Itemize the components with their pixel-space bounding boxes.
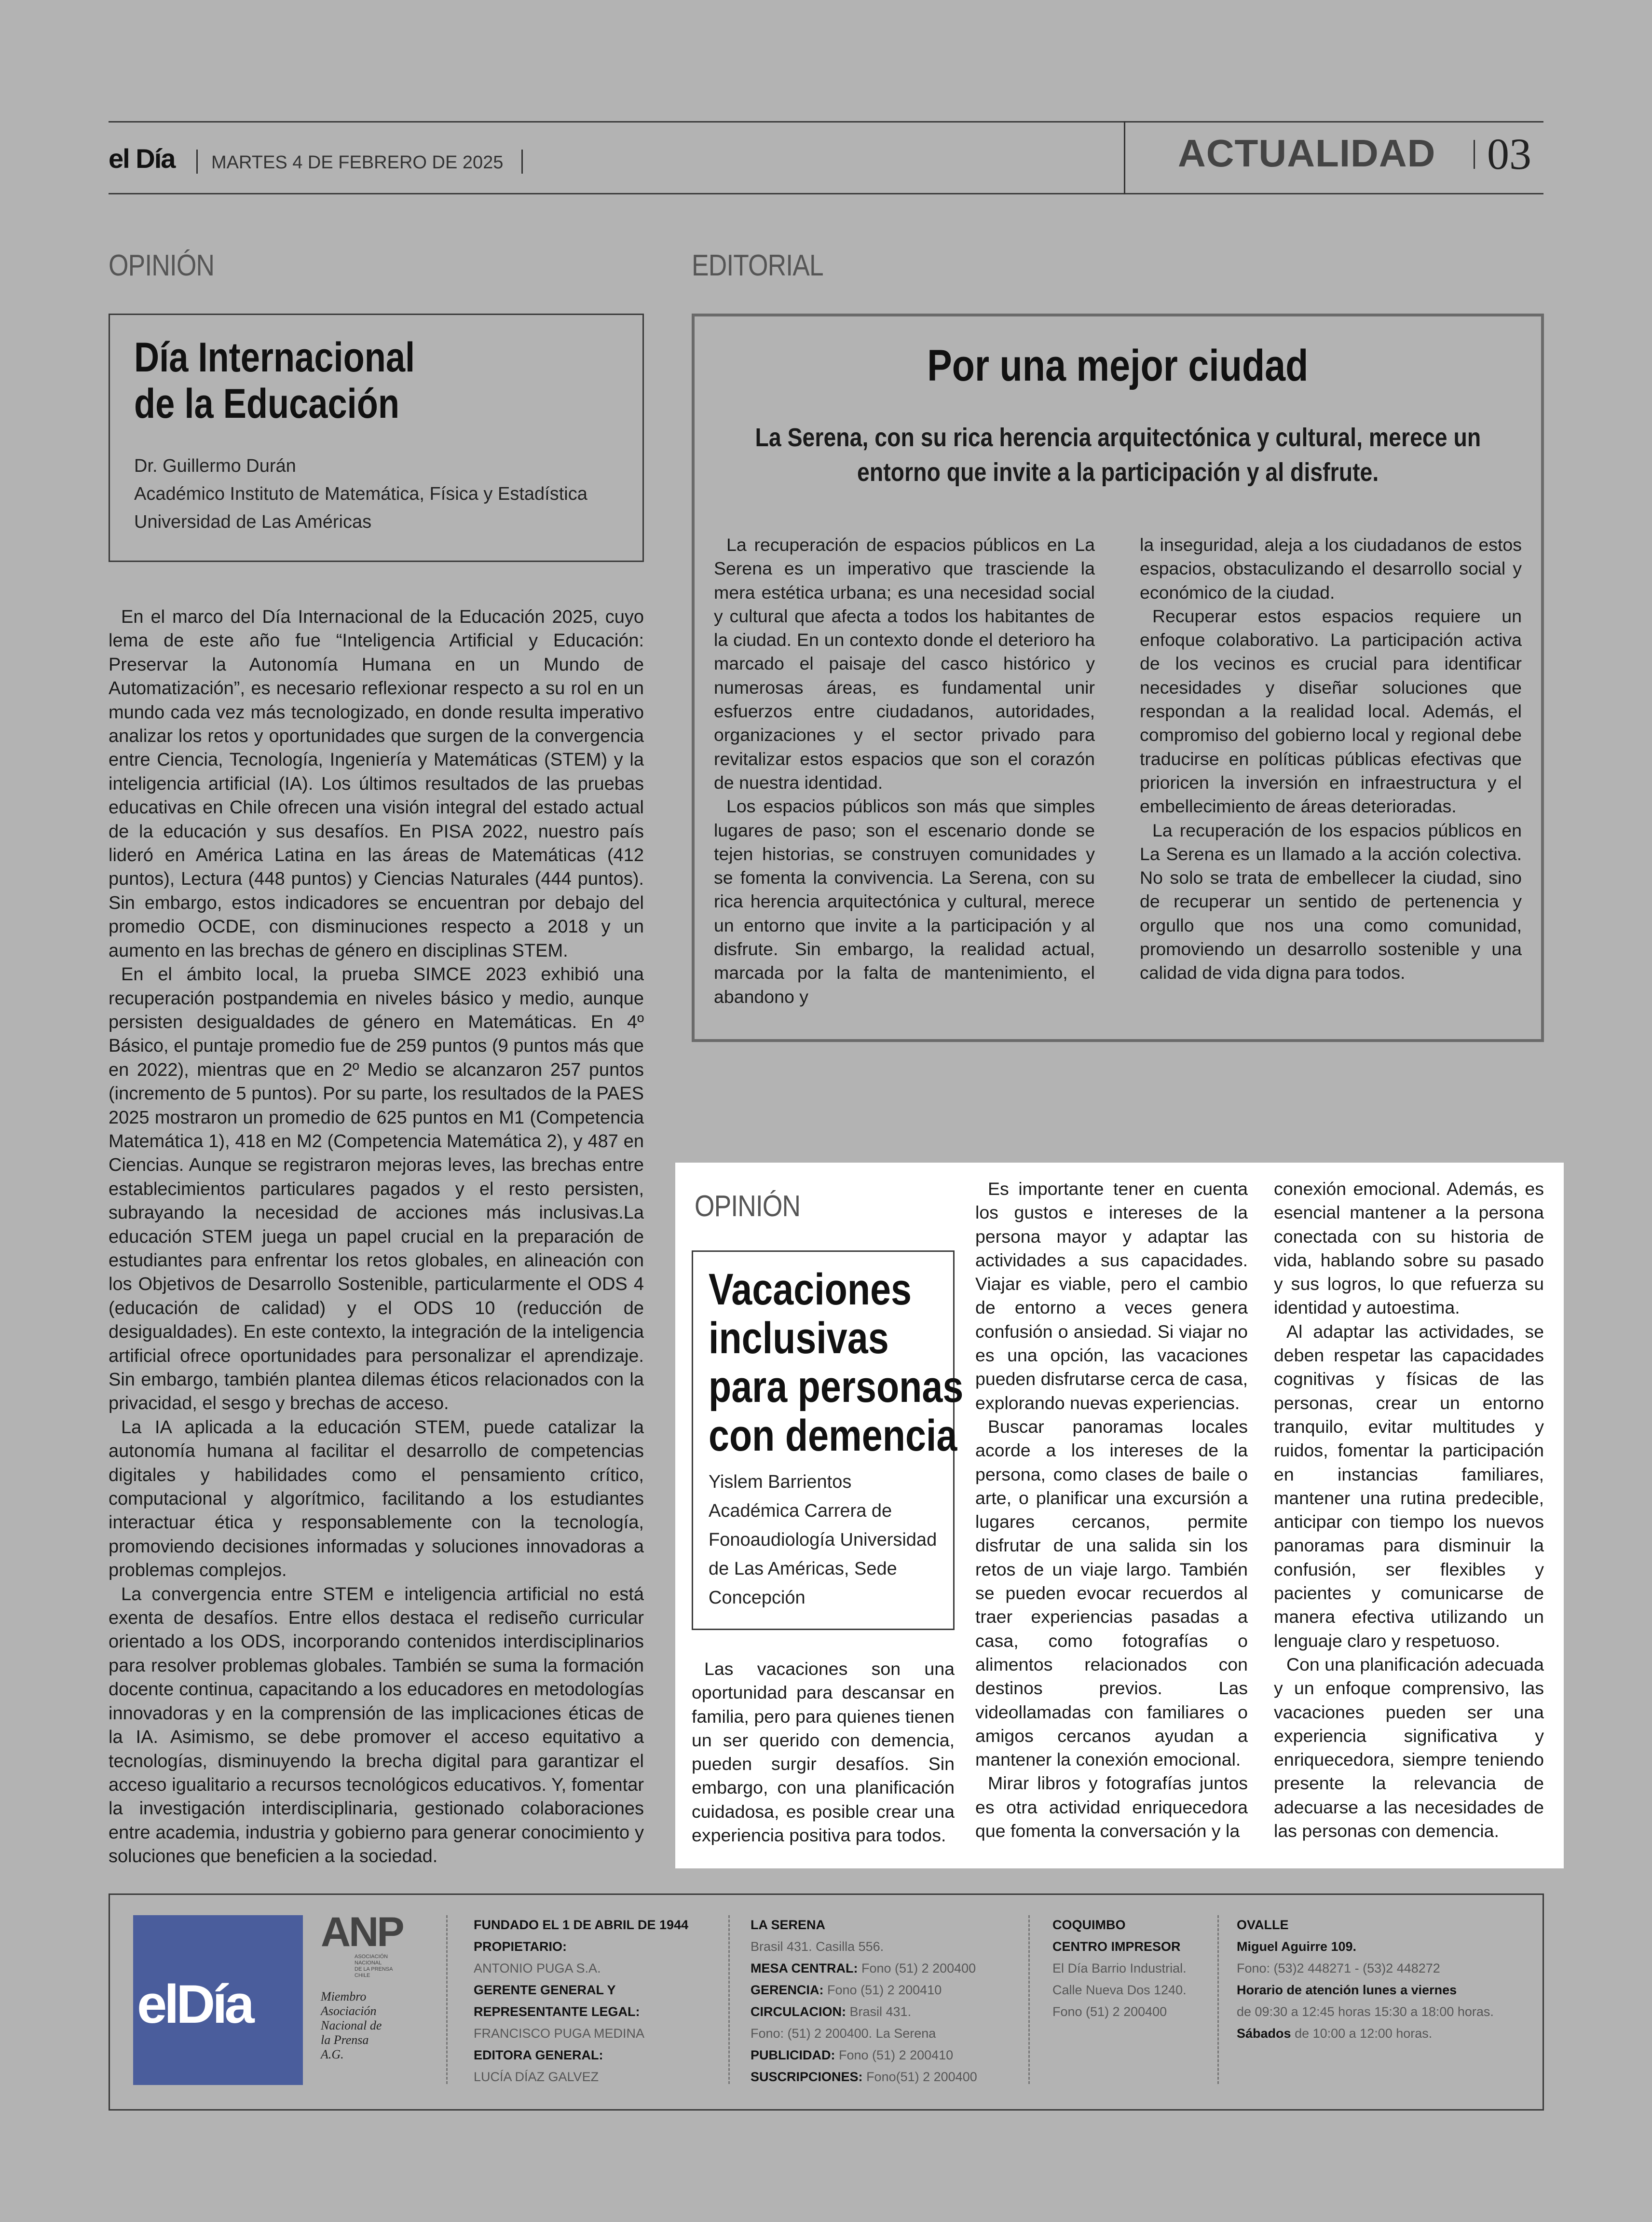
paragraph: La IA aplicada a la educación STEM, puede catalizar la autonomía humana al facilitar el desarrollo de competencias digitales y habilidades como el pensamiento crítico, computacional y algorítmico, facilitando a los estudiantes interactuar ética y responsablemente con la tecnología, promoviendo decisiones informadas y soluciones innovadoras a problemas complejos. xyxy=(109,1417,644,1581)
opinion-title: Día Internacional de la Educación xyxy=(134,334,415,427)
paragraph: Las vacaciones son una oportunidad para descansar en familia, pero para quienes tienen un ser querido con demencia, pueden surgir desafíos. Sin embargo, con una planificación cuidadosa, es posible crear una experiencia positiva para todos. xyxy=(692,1659,955,1846)
opinion-author: Dr. Guillermo Durán Académico Instituto de Matemática, Física y Estadística Universidad de Las Américas xyxy=(134,456,587,532)
paragraph: Buscar panoramas locales acorde a los intereses de la persona, como clases de baile o arte, o planificar una excursión a lugares cercanos, permite disfrutar de una salida sin los retos de un viaje largo. También se pueden evocar recuerdos al traer experiencias pasadas a casa, como fotografías o alimentos relacionados con destinos previos. Las videollamadas con familiares o amigos cercanos ayudan a mantener la conexión emocional. xyxy=(975,1416,1248,1770)
opinion2-title-box xyxy=(692,1250,964,1630)
footer-divider xyxy=(1028,1915,1030,2084)
footer-ovalle: OVALLE Miguel Aguirre 109. Fono: (53)2 448271 - (53)2 448272 Horario de atención lunes a viernes de 09:30 a 12:45 horas 15:30 a 18:00 horas. Sábados de 10:00 a 12:00 horas. xyxy=(1237,1918,1494,2041)
paragraph-continuation: conexión emocional. Además, es esencial mantener a la persona conectada con su historia de vida, hablando sobre su pasado y sus logros, lo que refuerza su identidad y autoestima. xyxy=(1274,1179,1544,1318)
opinion2-column-3 xyxy=(1274,1177,1544,1843)
paragraph: Recuperar estos espacios requiere un enfoque colaborativo. La participación activa de los vecinos es crucial para identificar necesidades y diseñar soluciones que respondan a la realidad local. Además, el compromiso del gobierno local y regional debe traducirse en políticas públicas efectivas que prioricen la inversión en infraestructura y el embellecimiento de áreas deterioradas. xyxy=(1140,605,1522,817)
header-top-rule xyxy=(109,121,1543,123)
paragraph: Mirar libros y fotografías juntos es otra actividad enriquecedora que fomenta la conversación y la xyxy=(975,1773,1248,1841)
opinion2-author: Yislem Barrientos Académica Carrera de Fonoaudiología Universidad de Las Américas, Sede Concepción xyxy=(709,1472,937,1608)
editorial-title: Por una mejor ciudad xyxy=(927,341,1309,390)
paragraph: En el marco del Día Internacional de la Educación 2025, cuyo lema de este año fue “Inteligencia Artificial y Educación: Preservar la Autonomía Humana en un Mundo de Automatización”, es necesario reflexionar respecto a su rol en un mundo cada vez más tecnologizado, en donde resulta imperativo analizar los retos y oportunidades que surgen de la convergencia entre Ciencia, Tecnología, Ingeniería y Matemáticas (STEM) y la inteligencia artificial (IA). Los últimos resultados de las pruebas educativas en Chile ofrecen una visión integral del estado actual de la educación y sus desafíos. En PISA 2022, nuestro país lideró en América Latina en las áreas de Matemáticas (412 puntos), Lectura (448 puntos) y Ciencias Naturales (444 puntos). Sin embargo, estos indicadores se encuentran por debajo del promedio OCDE, con disminuciones respecto a 2018 y un aumento en las brechas de género en disciplinas STEM. xyxy=(109,607,644,961)
opinion-kicker: OPINIÓN xyxy=(109,249,215,282)
opinion2-column-2 xyxy=(975,1177,1248,1843)
paragraph: La recuperación de espacios públicos en La Serena es un imperativo que trasciende la mera estética urbana; es una necesidad social y cultural que afecta a todos los habitantes de la ciudad. En un contexto donde el deterioro ha marcado el paisaje del casco histórico y numerosas áreas, es fundamental unir esfuerzos entre ciudadanos, autoridades, organizaciones y el sector privado para revitalizar estos espacios que son el corazón de nuestra identidad. xyxy=(714,535,1095,793)
footer-la-serena: LA SERENA Brasil 431. Casilla 556. MESA CENTRAL: Fono (51) 2 200400 GERENCIA: Fono (51) 2 200410 CIRCULACION: Brasil 431. Fono: (51) 2 200400. La Serena PUBLICIDAD: Fono (51) 2 200410 SUSCRIPCIONES: Fono(51) 2 200400 xyxy=(751,1918,977,2084)
header-divider xyxy=(1474,140,1475,169)
opinion2-column-1 xyxy=(692,1657,955,1847)
editorial-column-2 xyxy=(1140,533,1522,985)
header-bottom-rule xyxy=(109,193,1543,194)
opinion2-kicker: OPINIÓN xyxy=(695,1190,801,1223)
anp-logo: ANP ASOCIACIÓN NACIONAL DE LA PRENSA CHILE Miembro Asociación Nacional de la Prensa A.G. xyxy=(321,1909,403,2061)
header-divider xyxy=(196,150,198,174)
paragraph: Es importante tener en cuenta los gustos e intereses de la persona mayor y adaptar las actividades a sus capacidades. Viajar es viable, pero el cambio de entorno a veces genera confusión o ansiedad. Si viajar no es una opción, las vacaciones pueden disfrutarse cerca de casa, explorando nuevas experiencias. xyxy=(975,1179,1248,1413)
footer-divider xyxy=(1217,1915,1219,2084)
footer-divider xyxy=(728,1915,730,2084)
paragraph: Los espacios públicos son más que simples lugares de paso; son el escenario donde se tejen historias, se construyen comunidades y se fomenta la convivencia. La Serena, con su rica herencia arquitectónica y cultural, merece un entorno que invite a la participación y al disfrute. Sin embargo, la realidad actual, marcada por la falta de mantenimiento, el abandono y xyxy=(714,796,1095,1007)
paragraph: Con una planificación adecuada y un enfoque comprensivo, las vacaciones pueden ser una experiencia significativa y enriquecedora, siempre teniendo presente la relevancia de adecuarse a las necesidades de las personas con demencia. xyxy=(1274,1654,1544,1841)
footer-coquimbo: COQUIMBO CENTRO IMPRESOR El Día Barrio Industrial. Calle Nueva Dos 1240. Fono (51) 2 200400 xyxy=(1052,1918,1187,2019)
opinion-body xyxy=(109,605,644,1869)
header-divider xyxy=(1124,121,1125,194)
paragraph-continuation: la inseguridad, aleja a los ciudadanos de estos espacios, obstaculizando el desarrollo social y económico de la ciudad. xyxy=(1140,535,1522,603)
editorial-subtitle: La Serena, con su rica herencia arquitectónica y cultural, merece un entorno que invite a la participación y al disfrute. xyxy=(755,423,1481,487)
section-title: ACTUALIDAD xyxy=(1178,132,1436,175)
header-divider xyxy=(521,150,523,174)
paragraph: Al adaptar las actividades, se deben respetar las capacidades cognitivas y físicas de las personas, crear un entorno tranquilo, evitar multitudes y ruidos, fomentar la participación en instancias familiares, mantener una rutina predecible, anticipar con tiempo los nuevos panoramas para disminuir la confusión, ser flexibles y pacientes y comunicarse de manera efectiva utilizando un lenguaje claro y respetuoso. xyxy=(1274,1321,1544,1651)
footer-divider xyxy=(446,1915,448,2084)
issue-date: MARTES 4 DE FEBRERO DE 2025 xyxy=(211,152,504,173)
page-number: 03 xyxy=(1487,129,1531,178)
paragraph: La recuperación de los espacios públicos en La Serena es un llamado a la acción colectiva. No solo se trata de embellecer la ciudad, sino de recuperar un sentido de pertenencia y orgullo que nos una como comunidad, promoviendo un desarrollo sostenible y una calidad de vida digna para todos. xyxy=(1140,820,1522,983)
opinion-title-box xyxy=(109,314,644,562)
eldia-logo: elDía xyxy=(133,1915,303,2085)
paragraph: La convergencia entre STEM e inteligencia artificial no está exenta de desafíos. Entre ellos destaca el rediseño curricular orientado a los ODS, incorporando contenidos interdisciplinarios para resolver problemas globales. También se suma la formación docente continua, capacitando a los educadores en metodologías innovadoras y en la comprensión de las implicaciones éticas de la IA. Asimismo, se debe promover el acceso equitativo a tecnologías, disminuyendo la brecha digital para garantizar el acceso igualitario a recursos tecnológicos educativos. Y, fomentar la investigación interdisciplinaria, gestionado colaboraciones entre academia, industria y gobierno para generar conocimiento y soluciones que beneficien a la sociedad. xyxy=(109,1584,644,1867)
footer-credits: FUNDADO EL 1 DE ABRIL DE 1944 PROPIETARIO: ANTONIO PUGA S.A. GERENTE GENERAL Y REPRESENTANTE LEGAL: FRANCISCO PUGA MEDINA EDITORA GENERAL: LUCÍA DÍAZ GALVEZ xyxy=(474,1918,689,2084)
opinion2-title: Vacaciones inclusivas para personas con demencia xyxy=(709,1265,964,1460)
editorial-column-1 xyxy=(714,533,1095,1009)
paragraph: En el ámbito local, la prueba SIMCE 2023 exhibió una recuperación postpandemia en niveles básico y medio, aunque persisten desigualdades de género en Matemáticas. En 4º Básico, el puntaje promedio fue de 259 puntos (9 puntos más que en 2022), mientras que en 2º Medio se alcanzaron 257 puntos (incremento de 5 puntos). Por su parte, los resultados de la PAES 2025 mostraron un promedio de 625 puntos en M1 (Competencia Matemática 1), 418 en M2 (Competencia Matemática 2), y 487 en Ciencias. Aunque se registraron mejoras leves, las brechas entre establecimientos particulares pagados y el resto persisten, subrayando la necesidad de acciones más inclusivas.La educación STEM juega un papel crucial en la preparación de estudiantes para enfrentar los retos globales, en alineación con los Objetivos de Desarrollo Sostenible, particularmente el ODS 4 (educación de calidad) y el ODS 10 (reducción de desigualdades). En este contexto, la integración de la inteligencia artificial ofrece oportunidades para personalizar el aprendizaje. Sin embargo, también plantea dilemas éticos relacionados con la privacidad, el sesgo y brechas de acceso. xyxy=(109,964,644,1414)
brand-logo: el Día xyxy=(109,143,175,174)
editorial-kicker: EDITORIAL xyxy=(692,249,823,282)
